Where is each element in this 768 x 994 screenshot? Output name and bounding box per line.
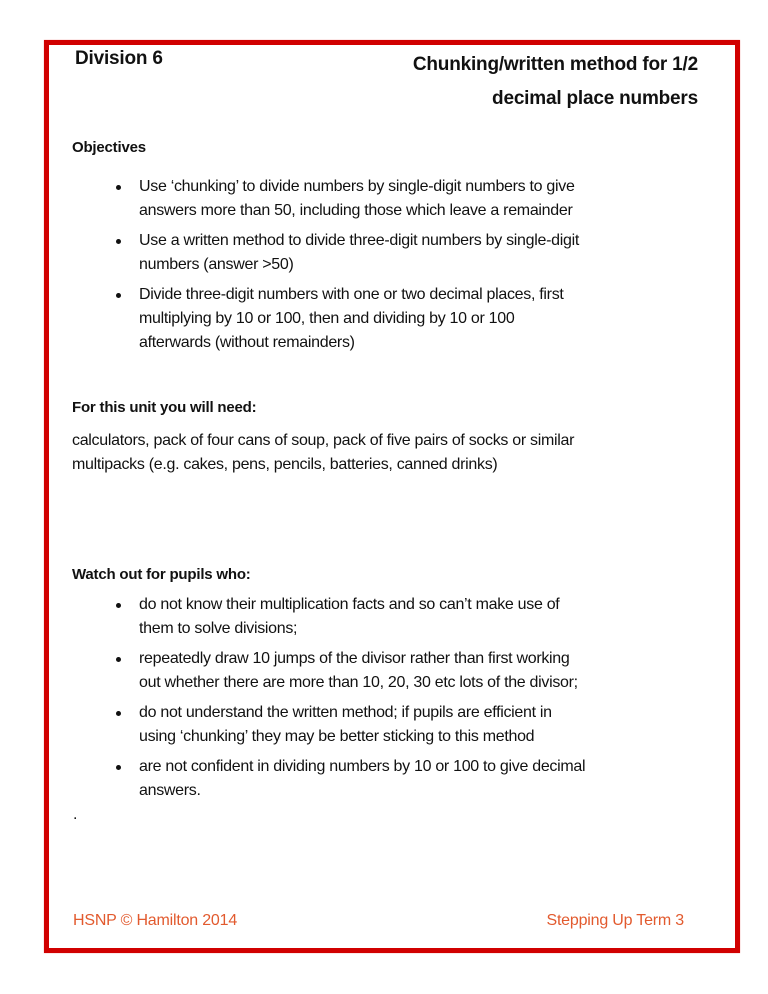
unit-subtitle-line-2: decimal place numbers	[492, 88, 698, 109]
footer-term: Stepping Up Term 3	[546, 912, 684, 929]
resources-heading: For this unit you will need:	[72, 399, 257, 416]
unit-subtitle-line-1: Chunking/written method for 1/2	[412, 54, 698, 75]
resources-text: calculators, pack of four cans of soup, pack of five pairs of socks or similar multipacks (e.g. cakes, pens, pencils, batteries, canned drinks)	[72, 432, 575, 473]
objectives-heading: Objectives	[72, 139, 146, 156]
footer-copyright: HSNP © Hamilton 2014	[73, 912, 238, 929]
unit-subtitle	[413, 48, 698, 116]
stray-period: .	[73, 806, 78, 823]
unit-title: Division 6	[75, 48, 163, 69]
watch-out-heading: Watch out for pupils who:	[72, 566, 251, 583]
